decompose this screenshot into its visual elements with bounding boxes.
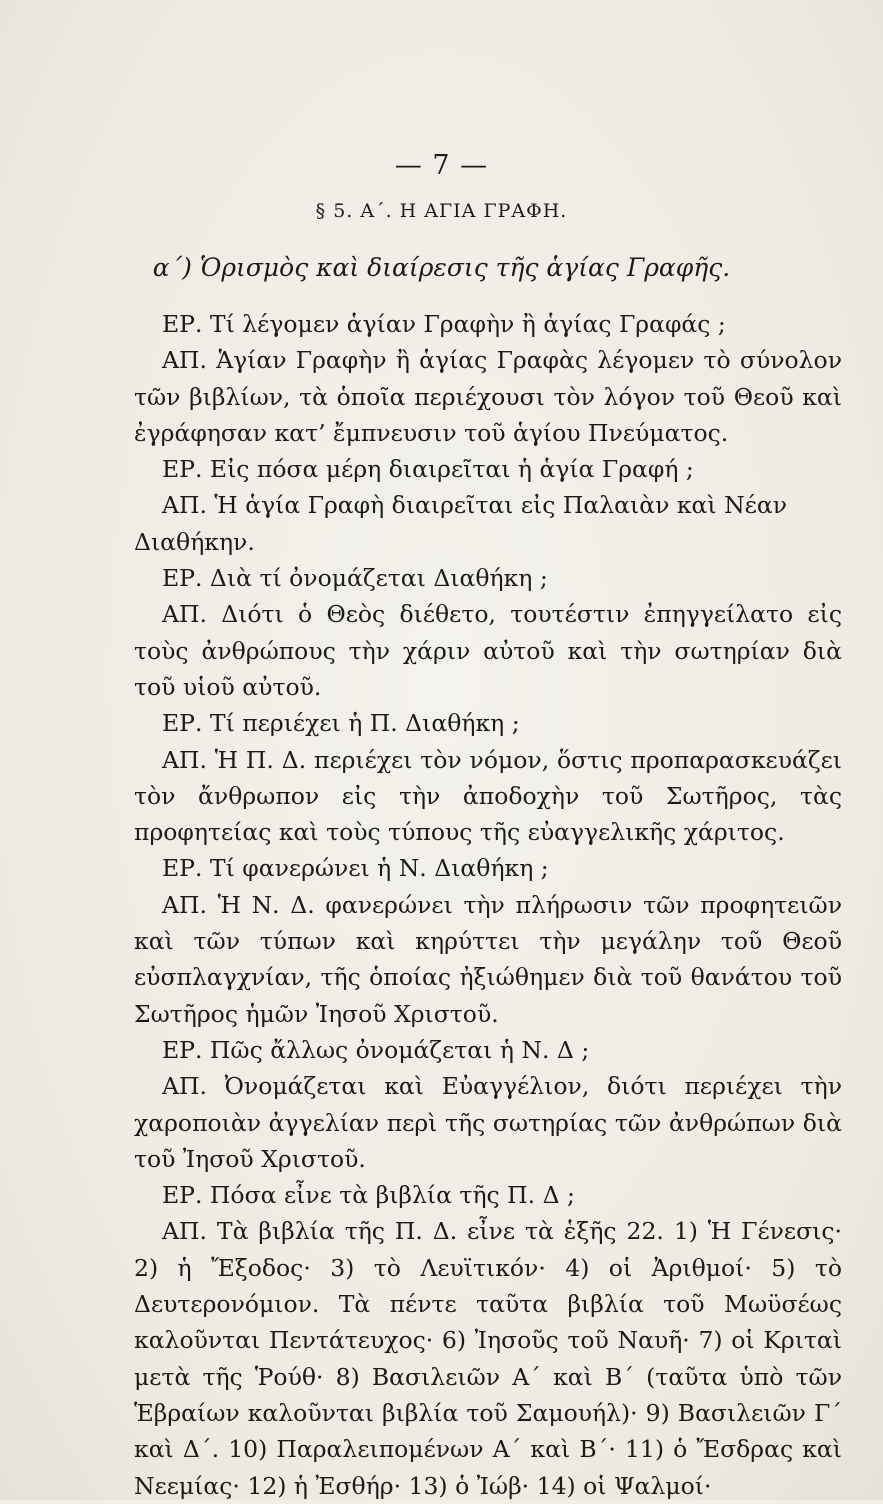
section-heading: § 5. Α΄. Η ΑΓΙΑ ΓΡΑΦΗ. xyxy=(315,200,568,222)
paragraph-text: Ἡ Π. Δ. περιέχει τὸν νόμον, ὅστις προπαρασκευάζει τὸν ἄνθρωπον εἰς τὴν ἀποδοχὴν τοῦ Σωτῆρος, τὰς προφητείας καὶ τοὺς τύπους τῆς εὐαγγελικῆς χάριτος. xyxy=(134,745,842,847)
answer-paragraph xyxy=(134,1068,842,1177)
question-paragraph xyxy=(134,1177,842,1213)
speaker-label: ΑΠ. xyxy=(162,346,207,375)
speaker-label: ΕΡ. xyxy=(162,455,203,484)
answer-paragraph xyxy=(134,1213,842,1503)
paragraph-text: Τὰ βιβλία τῆς Π. Δ. εἶνε τὰ ἑξῆς 22. 1) Ἡ Γένεσις· 2) ἡ Ἔξοδος· 3) τὸ Λευϊτικόν· 4) οἱ Ἀριθμοί· 5) τὸ Δευτερονόμιον. Τὰ πέντε ταῦτα βιβλία τοῦ Μωϋσέως καλοῦνται Πεντάτευχος· 6) Ἰησοῦς τοῦ Ναυῆ· 7) οἱ Κριταὶ μετὰ τῆς Ῥούθ· 8) Βασιλειῶν Α΄ καὶ Β΄ (ταῦτα ὑπὸ τῶν Ἑβραίων καλοῦνται βιβλία τοῦ Σαμουήλ)· 9) Βασιλειῶν Γ΄ καὶ Δ΄. 10) Παραλειπομένων Α΄ καὶ Β΄· 11) ὁ Ἔσδρας καὶ Νεεμίας· 12) ἡ Ἐσθήρ· 13) ὁ Ἰώβ· 14) οἱ Ψαλμοί· xyxy=(134,1217,842,1500)
question-paragraph xyxy=(134,560,842,596)
speaker-label: ΑΠ. xyxy=(162,1217,207,1246)
paragraph-text: Διὰ τί ὀνομάζεται Διαθήκη ; xyxy=(209,564,548,593)
paragraph-text: Πῶς ἄλλως ὀνομάζεται ἡ Ν. Δ ; xyxy=(209,1035,590,1064)
paragraph-text: Διότι ὁ Θεὸς διέθετο, τουτέστιν ἐπηγγείλατο εἰς τοὺς ἀνθρώπους τὴν χάριν αὐτοῦ καὶ τὴν σωτηρίαν διὰ τοῦ υἱοῦ αὐτοῦ. xyxy=(134,600,842,701)
paragraph-text: Τί φανερώνει ἡ Ν. Διαθήκη ; xyxy=(209,854,549,883)
question-paragraph xyxy=(134,451,842,487)
paragraph-text: Τί λέγομεν ἁγίαν Γραφὴν ἢ ἁγίας Γραφάς ; xyxy=(209,310,726,338)
question-paragraph xyxy=(134,850,842,886)
paragraph-text: Εἰς πόσα μέρη διαιρεῖται ἡ ἁγία Γραφή ; xyxy=(209,455,694,484)
answer-paragraph xyxy=(134,342,842,451)
paragraph-text: Ἁγίαν Γραφὴν ἢ ἁγίας Γραφὰς λέγομεν τὸ σύνολον τῶν βιβλίων, τὰ ὁποῖα περιέχουσι τὸν λόγον τοῦ Θεοῦ καὶ ἐγράφησαν κατ’ ἔμπνευσιν τοῦ ἁγίου Πνεύματος. xyxy=(134,346,842,447)
page-number: — 7 — xyxy=(394,150,489,181)
speaker-label: ΕΡ. xyxy=(162,854,203,883)
answer-paragraph xyxy=(134,596,842,705)
question-paragraph xyxy=(134,1032,842,1068)
answer-paragraph xyxy=(134,487,842,560)
speaker-label: ΑΠ. xyxy=(162,890,207,919)
paragraph-text: Πόσα εἶνε τὰ βιβλία τῆς Π. Δ ; xyxy=(209,1181,575,1210)
paragraph-text: Ὀνομάζεται καὶ Εὐαγγέλιον, διότι περιέχει τὴν χαροποιὰν ἀγγελίαν περὶ τῆς σωτηρίας τῶν ἀνθρώπων διὰ τοῦ Ἰησοῦ Χριστοῦ. xyxy=(134,1072,842,1173)
speaker-label: ΕΡ. xyxy=(162,564,203,593)
question-paragraph xyxy=(134,705,842,741)
speaker-label: ΕΡ. xyxy=(162,1035,203,1064)
speaker-label: ΕΡ. xyxy=(162,1181,203,1210)
paragraph-text: Ἡ ἁγία Γραφὴ διαιρεῖται εἰς Παλαιὰν καὶ Νέαν Διαθήκην. xyxy=(134,491,787,556)
speaker-label: ΑΠ. xyxy=(162,1072,207,1101)
answer-paragraph xyxy=(134,742,842,851)
paragraph-text: Τί περιέχει ἡ Π. Διαθήκη ; xyxy=(209,709,520,738)
subheading: α΄) Ὁρισμὸς καὶ διαίρεσις τῆς ἁγίας Γραφῆς. xyxy=(152,253,731,282)
speaker-label: ΑΠ. xyxy=(162,745,207,774)
speaker-label: ΑΠ. xyxy=(162,491,207,520)
speaker-label: ΑΠ. xyxy=(162,600,207,629)
paragraph-text: Ἡ Ν. Δ. φανερώνει τὴν πλήρωσιν τῶν προφητειῶν καὶ τῶν τύπων καὶ κηρύττει τὴν μεγάλην τοῦ Θεοῦ εὐσπλαγχνίαν, τῆς ὁποίας ἠξιώθημεν διὰ τοῦ θανάτου τοῦ Σωτῆρος ἡμῶν Ἰησοῦ Χριστοῦ. xyxy=(134,890,842,1028)
answer-paragraph xyxy=(134,887,842,1032)
speaker-label: ΕΡ. xyxy=(162,310,203,338)
speaker-label: ΕΡ. xyxy=(162,709,203,738)
question-paragraph xyxy=(134,306,842,342)
catechism-text xyxy=(134,306,842,1504)
